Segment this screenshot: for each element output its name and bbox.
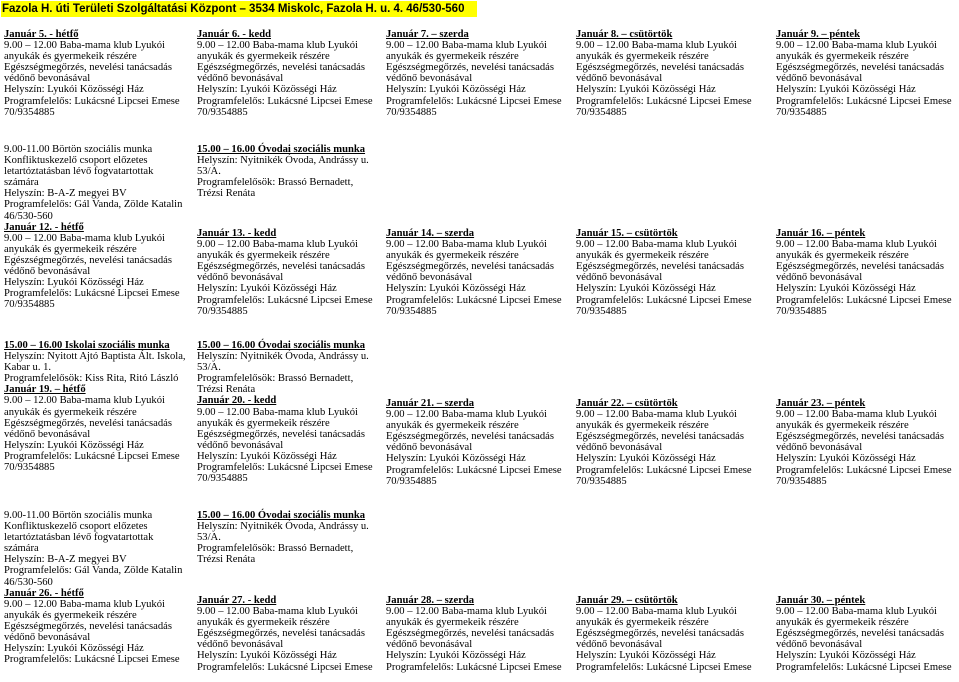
entry-date: Január 23. – péntek	[776, 398, 866, 409]
entry-activity: 15.00 – 16.00 Óvodai szociális munka	[197, 144, 366, 155]
entry-line: Programfelelős: Lukácsné Lipcsei Emese	[386, 464, 562, 476]
entry-date: Január 21. – szerda	[386, 398, 475, 409]
entry-line: Helyszín: Lyukói Közösségi Ház	[4, 277, 144, 289]
entry-line: anyukák és gyermekeik részére	[776, 250, 909, 262]
schedule-entry	[4, 144, 194, 310]
entry-line: 9.00 – 12.00 Baba-mama klub Lyukói	[776, 239, 937, 251]
entry-date: Január 7. – szerda	[386, 29, 469, 40]
schedule-entry	[576, 398, 766, 487]
schedule-entry	[576, 29, 766, 118]
entry-line: 9.00 – 12.00 Baba-mama klub Lyukói	[197, 406, 358, 418]
entry-line: 9.00 – 12.00 Baba-mama klub Lyukói	[4, 40, 165, 52]
entry-line: Egészségmegőrzés, nevelési tanácsadás	[386, 628, 554, 640]
entry-line: Programfelelős: Lukácsné Lipcsei Emese	[576, 95, 752, 107]
entry-line: 70/9354885	[776, 106, 827, 118]
entry-line: védőnő bevonásával	[4, 428, 91, 440]
entry-line: Egészségmegőrzés, nevelési tanácsadás	[197, 261, 365, 273]
entry-date: Január 6. - kedd	[197, 29, 271, 40]
entry-line: 9.00 – 12.00 Baba-mama klub Lyukói	[386, 409, 547, 421]
entry-line: Programfelelős: Lukácsné Lipcsei Emese	[576, 464, 752, 476]
entry-line: Egészségmegőrzés, nevelési tanácsadás	[576, 261, 744, 273]
schedule-entry	[4, 340, 194, 473]
entry-line: Helyszín: Lyukói Közösségi Ház	[776, 283, 916, 295]
schedule-entry	[776, 29, 959, 118]
entry-line: Helyszín: Lyukói Közösségi Ház	[197, 450, 337, 462]
entry-line: letartóztatásban lévő fogvatartottak	[4, 166, 154, 178]
entry-line: Egészségmegőrzés, nevelési tanácsadás	[776, 261, 944, 273]
entry-line: Programfelelős: Lukácsné Lipcsei Emese	[4, 450, 180, 462]
entry-line: Helyszín: Lyukói Közösségi Ház	[386, 453, 526, 465]
entry-date: Január 27. - kedd	[197, 595, 277, 606]
schedule-entry	[386, 595, 576, 673]
schedule-entry	[197, 144, 387, 199]
entry-date: Január 28. – szerda	[386, 595, 475, 606]
entry-line: Programfelelős: Lukácsné Lipcsei Emese	[197, 294, 373, 306]
entry-line: 9.00 – 12.00 Baba-mama klub Lyukói	[197, 40, 358, 52]
entry-line: 53/A.	[197, 166, 221, 178]
entry-line: 70/9354885	[197, 106, 248, 118]
entry-line: Helyszín: B-A-Z megyei BV	[4, 188, 127, 200]
entry-line: Trézsi Renáta	[197, 554, 256, 566]
entry-line: Helyszín: Lyukói Közösségi Ház	[386, 650, 526, 662]
entry-line: 70/9354885	[576, 475, 627, 487]
entry-line: 9.00 – 12.00 Baba-mama klub Lyukói	[386, 40, 547, 52]
entry-line: Egészségmegőrzés, nevelési tanácsadás	[4, 620, 172, 632]
entry-date: Január 15. – csütörtök	[576, 228, 678, 239]
entry-line: Egészségmegőrzés, nevelési tanácsadás	[4, 417, 172, 429]
entry-line: 70/9354885	[197, 473, 248, 485]
entry-line: Programfelelősök: Brassó Bernadett,	[197, 177, 354, 189]
entry-activity: 15.00 – 16.00 Óvodai szociális munka	[197, 340, 366, 351]
entry-line: anyukák és gyermekeik részére	[576, 617, 709, 629]
entry-line: Trézsi Renáta	[197, 188, 256, 200]
entry-line: védőnő bevonásával	[576, 442, 663, 454]
schedule-entry	[386, 29, 576, 118]
entry-line: védőnő bevonásával	[197, 73, 284, 85]
entry-line: 70/9354885	[386, 305, 437, 317]
entry-line: Programfelelős: Lukácsné Lipcsei Emese	[386, 661, 562, 673]
entry-date: Január 20. - kedd	[197, 395, 277, 407]
schedule-entry	[197, 228, 387, 317]
entry-line: Egészségmegőrzés, nevelési tanácsadás	[197, 428, 365, 440]
schedule-entry	[197, 29, 387, 118]
entry-line: Programfelelős: Lukácsné Lipcsei Emese	[4, 288, 180, 300]
entry-line: anyukák és gyermekeik részére	[576, 250, 709, 262]
entry-date: Január 30. – péntek	[776, 595, 866, 606]
entry-line: 9.00 – 12.00 Baba-mama klub Lyukói	[576, 239, 737, 251]
entry-date: Január 14. – szerda	[386, 228, 475, 239]
entry-activity: 15.00 – 16.00 Iskolai szociális munka	[4, 340, 170, 351]
entry-line: 53/A.	[197, 532, 221, 544]
entry-line: Egészségmegőrzés, nevelési tanácsadás	[576, 62, 744, 74]
entry-line: Programfelelős: Gál Vanda, Zölde Katalin	[4, 199, 183, 211]
entry-line: védőnő bevonásával	[197, 439, 284, 451]
entry-line: 70/9354885	[4, 106, 55, 118]
entry-line: Programfelelősök: Brassó Bernadett,	[197, 543, 354, 555]
entry-line: Programfelelősök: Kiss Rita, Ritó László	[4, 373, 179, 385]
entry-line: anyukák és gyermekeik részére	[776, 51, 909, 63]
entry-line: védőnő bevonásával	[386, 442, 473, 454]
entry-line: Egészségmegőrzés, nevelési tanácsadás	[386, 62, 554, 74]
entry-line: Egészségmegőrzés, nevelési tanácsadás	[776, 628, 944, 640]
entry-line: anyukák és gyermekeik részére	[386, 420, 519, 432]
entry-line: Programfelelős: Lukácsné Lipcsei Emese	[776, 464, 952, 476]
entry-line: letartóztatásban lévő fogvatartottak	[4, 532, 154, 544]
entry-line: védőnő bevonásával	[197, 272, 284, 284]
entry-activity: 15.00 – 16.00 Óvodai szociális munka	[197, 510, 366, 521]
entry-line: védőnő bevonásával	[776, 272, 863, 284]
entry-date: Január 12. - hétfő	[4, 221, 84, 233]
entry-line: védőnő bevonásával	[386, 272, 473, 284]
entry-line: Programfelelős: Lukácsné Lipcsei Emese	[576, 294, 752, 306]
entry-date: Január 5. - hétfő	[4, 29, 79, 40]
entry-line: Helyszín: Nyitnikék Óvoda, Andrássy u.	[197, 155, 369, 167]
entry-line: 9.00 – 12.00 Baba-mama klub Lyukói	[197, 239, 358, 251]
schedule-entry	[197, 510, 387, 565]
entry-line: Egészségmegőrzés, nevelési tanácsadás	[576, 628, 744, 640]
entry-line: anyukák és gyermekeik részére	[386, 51, 519, 63]
entry-line: 70/9354885	[776, 305, 827, 317]
entry-line: anyukák és gyermekeik részére	[4, 406, 137, 418]
entry-line: Egészségmegőrzés, nevelési tanácsadás	[776, 62, 944, 74]
entry-line: védőnő bevonásával	[576, 73, 663, 85]
entry-line: Egészségmegőrzés, nevelési tanácsadás	[4, 254, 172, 266]
entry-line: 70/9354885	[386, 106, 437, 118]
entry-date: Január 19. – hétfő	[4, 384, 86, 396]
entry-date: Január 8. – csütörtök	[576, 29, 673, 40]
entry-line: Helyszín: Lyukói Közösségi Ház	[576, 650, 716, 662]
entry-line: védőnő bevonásával	[197, 639, 284, 651]
schedule-entry	[197, 340, 387, 484]
entry-line: anyukák és gyermekeik részére	[576, 51, 709, 63]
entry-line: védőnő bevonásával	[386, 73, 473, 85]
schedule-entry	[4, 29, 194, 118]
entry-line: Programfelelős: Gál Vanda, Zölde Katalin	[4, 565, 183, 577]
entry-line: Helyszín: Lyukói Közösségi Ház	[776, 453, 916, 465]
entry-line: 53/A.	[197, 362, 221, 374]
schedule-entry	[576, 595, 766, 673]
entry-line: 70/9354885	[576, 106, 627, 118]
entry-line: Programfelelős: Lukácsné Lipcsei Emese	[4, 95, 180, 107]
entry-line: Programfelelős: Lukácsné Lipcsei Emese	[4, 654, 180, 666]
entry-line: anyukák és gyermekeik részére	[386, 617, 519, 629]
entry-line: számára	[4, 177, 39, 189]
entry-line: 9.00 – 12.00 Baba-mama klub Lyukói	[4, 598, 165, 610]
entry-line: Programfelelős: Lukácsné Lipcsei Emese	[776, 294, 952, 306]
entry-line: Helyszín: Nyitnikék Óvoda, Andrássy u.	[197, 351, 369, 363]
schedule-entry	[386, 228, 576, 317]
entry-line: 9.00 – 12.00 Baba-mama klub Lyukói	[4, 232, 165, 244]
entry-line: Helyszín: Lyukói Közösségi Ház	[197, 84, 337, 96]
entry-line: anyukák és gyermekeik részére	[386, 250, 519, 262]
entry-line: Helyszín: B-A-Z megyei BV	[4, 554, 127, 566]
entry-line: 70/9354885	[4, 462, 55, 474]
entry-line: anyukák és gyermekeik részére	[197, 51, 330, 63]
entry-line: Helyszín: Lyukói Közösségi Ház	[4, 84, 144, 96]
entry-line: Helyszín: Lyukói Közösségi Ház	[776, 84, 916, 96]
entry-line: 70/9354885	[4, 299, 55, 311]
entry-line: 70/9354885	[197, 305, 248, 317]
entry-line: anyukák és gyermekeik részére	[4, 51, 137, 63]
entry-line: Kabar u. 1.	[4, 362, 52, 374]
entry-date: Január 26. - hétfő	[4, 587, 84, 599]
entry-line: védőnő bevonásával	[4, 632, 91, 644]
entry-line: Helyszín: Lyukói Közösségi Ház	[576, 84, 716, 96]
entry-line: 46/530-560	[4, 210, 53, 222]
entry-date: Január 9. – péntek	[776, 29, 860, 40]
entry-line: anyukák és gyermekeik részére	[197, 417, 330, 429]
entry-line: anyukák és gyermekeik részére	[776, 617, 909, 629]
entry-line: Helyszín: Lyukói Közösségi Ház	[197, 650, 337, 662]
schedule-entry	[576, 228, 766, 317]
entry-line: védőnő bevonásával	[776, 73, 863, 85]
entry-line: Egészségmegőrzés, nevelési tanácsadás	[776, 431, 944, 443]
entry-line: anyukák és gyermekeik részére	[197, 250, 330, 262]
entry-line: Egészségmegőrzés, nevelési tanácsadás	[386, 261, 554, 273]
entry-line: Programfelelős: Lukácsné Lipcsei Emese	[197, 661, 373, 673]
entry-line: 9.00 – 12.00 Baba-mama klub Lyukói	[776, 40, 937, 52]
entry-line: Konfliktuskezelő csoport előzetes	[4, 155, 148, 167]
schedule-entry	[776, 398, 959, 487]
entry-line: Helyszín: Nyitott Ajtó Baptista Ált. Iskola,	[4, 351, 186, 363]
entry-line: Helyszín: Lyukói Közösségi Ház	[386, 283, 526, 295]
entry-line: 70/9354885	[776, 475, 827, 487]
entry-line: Helyszín: Lyukói Közösségi Ház	[776, 650, 916, 662]
entry-line: Egészségmegőrzés, nevelési tanácsadás	[576, 431, 744, 443]
entry-line: Helyszín: Lyukói Közösségi Ház	[4, 439, 144, 451]
entry-line: Egészségmegőrzés, nevelési tanácsadás	[4, 62, 172, 74]
entry-line: Egészségmegőrzés, nevelési tanácsadás	[197, 628, 365, 640]
entry-line: Programfelelős: Lukácsné Lipcsei Emese	[386, 294, 562, 306]
entry-line: anyukák és gyermekeik részére	[4, 243, 137, 255]
schedule-entry	[197, 595, 387, 673]
entry-line: 9.00 – 12.00 Baba-mama klub Lyukói	[576, 606, 737, 618]
entry-line: Programfelelős: Lukácsné Lipcsei Emese	[197, 95, 373, 107]
entry-line: 9.00 – 12.00 Baba-mama klub Lyukói	[4, 395, 165, 407]
entry-date: Január 29. – csütörtök	[576, 595, 678, 606]
entry-line: anyukák és gyermekeik részére	[776, 420, 909, 432]
entry-line: védőnő bevonásával	[576, 639, 663, 651]
entry-line: Programfelelős: Lukácsné Lipcsei Emese	[197, 462, 373, 474]
schedule-entry	[4, 510, 194, 665]
entry-line: 9.00 – 12.00 Baba-mama klub Lyukói	[386, 239, 547, 251]
entry-line: védőnő bevonásával	[576, 272, 663, 284]
schedule-entry	[386, 398, 576, 487]
entry-line: anyukák és gyermekeik részére	[576, 420, 709, 432]
entry-line: 9.00 – 12.00 Baba-mama klub Lyukói	[776, 409, 937, 421]
entry-line: Programfelelős: Lukácsné Lipcsei Emese	[776, 95, 952, 107]
entry-line: 9.00 – 12.00 Baba-mama klub Lyukói	[576, 40, 737, 52]
entry-line: 9.00-11.00 Börtön szociális munka	[4, 144, 153, 155]
entry-line: anyukák és gyermekeik részére	[197, 617, 330, 629]
entry-line: 9.00 – 12.00 Baba-mama klub Lyukói	[776, 606, 937, 618]
entry-line: védőnő bevonásával	[776, 442, 863, 454]
page-header: Fazola H. úti Területi Szolgáltatási Központ – 3534 Miskolc, Fazola H. u. 4. 46/530-560	[1, 1, 477, 17]
entry-line: Programfelelős: Lukácsné Lipcsei Emese	[776, 661, 952, 673]
entry-line: 9.00 – 12.00 Baba-mama klub Lyukói	[386, 606, 547, 618]
schedule-entry	[776, 595, 959, 673]
entry-line: Programfelelős: Lukácsné Lipcsei Emese	[576, 661, 752, 673]
schedule-entry	[776, 228, 959, 317]
entry-line: 9.00-11.00 Börtön szociális munka	[4, 510, 153, 521]
entry-date: Január 16. – péntek	[776, 228, 866, 239]
entry-line: védőnő bevonásával	[4, 73, 91, 85]
entry-line: 9.00 – 12.00 Baba-mama klub Lyukói	[576, 409, 737, 421]
entry-line: számára	[4, 543, 39, 555]
entry-line: anyukák és gyermekeik részére	[4, 609, 137, 621]
entry-line: 70/9354885	[576, 305, 627, 317]
entry-line: védőnő bevonásával	[4, 266, 91, 278]
entry-line: Helyszín: Lyukói Közösségi Ház	[576, 283, 716, 295]
entry-line: Helyszín: Lyukói Közösségi Ház	[197, 283, 337, 295]
entry-line: 70/9354885	[386, 475, 437, 487]
entry-line: védőnő bevonásával	[776, 639, 863, 651]
entry-line: Trézsi Renáta	[197, 384, 256, 396]
entry-line: Helyszín: Lyukói Közösségi Ház	[4, 643, 144, 655]
entry-line: Programfelelős: Lukácsné Lipcsei Emese	[386, 95, 562, 107]
entry-line: Egészségmegőrzés, nevelési tanácsadás	[386, 431, 554, 443]
entry-line: Egészségmegőrzés, nevelési tanácsadás	[197, 62, 365, 74]
entry-line: Konfliktuskezelő csoport előzetes	[4, 521, 148, 533]
entry-line: védőnő bevonásával	[386, 639, 473, 651]
entry-line: 46/530-560	[4, 576, 53, 588]
entry-line: Helyszín: Lyukói Közösségi Ház	[576, 453, 716, 465]
entry-date: Január 13. - kedd	[197, 228, 277, 239]
entry-line: Helyszín: Lyukói Közösségi Ház	[386, 84, 526, 96]
entry-line: 9.00 – 12.00 Baba-mama klub Lyukói	[197, 606, 358, 618]
entry-date: Január 22. – csütörtök	[576, 398, 678, 409]
entry-line: Helyszín: Nyitnikék Óvoda, Andrássy u.	[197, 521, 369, 533]
entry-line: Programfelelősök: Brassó Bernadett,	[197, 373, 354, 385]
